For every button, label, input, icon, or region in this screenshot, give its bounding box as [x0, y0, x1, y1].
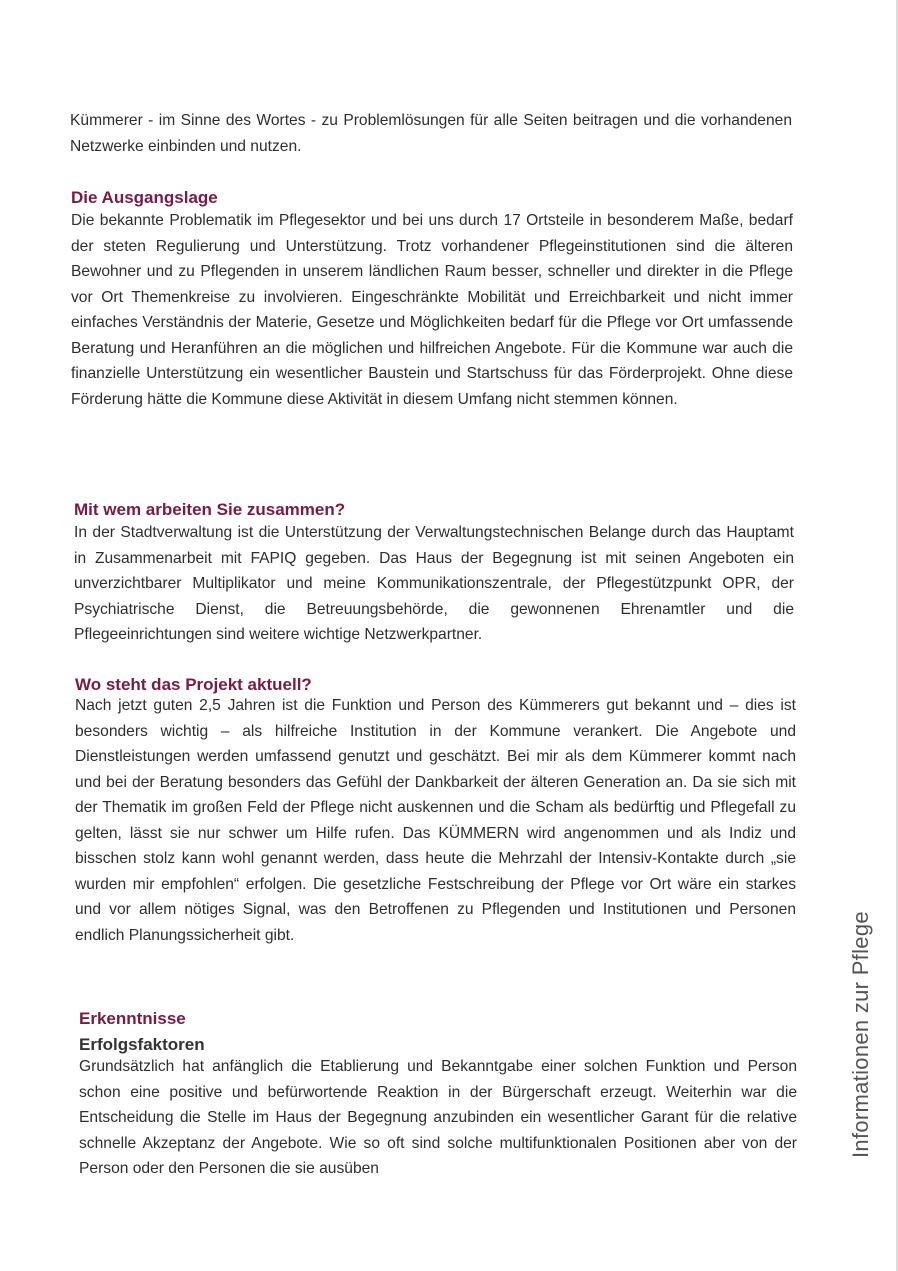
paragraph-erfolgsfaktoren: Grundsätzlich hat anfänglich die Etablierung und Bekanntgabe einer solchen Funktion und Person schon eine positive und befürwortende Reaktion in der Bürgerschaft erzeugt. Weiterhin war die Entscheidung die Stelle im Haus der Begegnung anzubinden ein wesentlicher Garant für die relative schnelle Akzeptanz der Angebote. Wie so oft sind solche multifunktionalen Positionen aber von der Person oder den Personen die sie ausüben — [79, 1058, 797, 1177]
paragraph-zusammenarbeit: In der Stadtverwaltung ist die Unterstützung der Verwaltungstechnischen Belange durch das Hauptamt in Zusammenarbeit mit FAPIQ gegeben. Das Haus der Begegnung ist mit seinen Angeboten ein unverzichtbarer Multiplikator und meine Kommunikationszentrale, der Pflegestützpunkt OPR, der Psychiatrische Dienst, die Betreuungsbehörde, die gewonnenen Ehrenamtler und die Pflegeeinrichtungen sind weitere wichtige Netzwerkpartner. — [74, 524, 794, 643]
heading-ausgangslage: Die Ausgangslage — [71, 188, 218, 207]
heading-zusammenarbeit: Mit wem arbeiten Sie zusammen? — [74, 500, 346, 519]
heading-aktuell: Wo steht das Projekt aktuell? — [75, 675, 312, 694]
heading-erkenntnisse: Erkenntnisse — [79, 1009, 186, 1028]
side-label: Informationen zur Pflege — [848, 911, 873, 1158]
subheading-erfolgsfaktoren: Erfolgsfaktoren — [79, 1035, 205, 1054]
intro-paragraph: Kümmerer - im Sinne des Wortes - zu Problemlösungen für alle Seiten beitragen und die vorhandenen Netzwerke einbinden und nutzen. — [70, 112, 792, 155]
paragraph-ausgangslage: Die bekannte Problematik im Pflegesektor und bei uns durch 17 Ortsteile in besonderem Maße, bedarf der steten Regulierung und Unterstützung. Trotz vorhandener Pflegeinstitutionen sind die älteren Bewohner und zu Pflegenden in unserem ländlichen Raum besser, schneller und direkter in die Pflege vor Ort Themenkreise zu involvieren. Eingeschränkte Mobilität und Erreichbarkeit und nicht immer einfaches Verständnis der Materie, Gesetze und Möglichkeiten bedarf für die Pflege vor Ort umfassende Beratung und Heranführen an die möglichen und hilfreichen Angebote. Für die Kommune war auch die finanzielle Unterstützung ein wesentlicher Baustein und Startschuss für das Förderprojekt. Ohne diese Förderung hätte die Kommune diese Aktivität in diesem Umfang nicht stemmen können. — [71, 212, 793, 408]
paragraph-aktuell: Nach jetzt guten 2,5 Jahren ist die Funktion und Person des Kümmerers gut bekannt und – dies ist besonders wichtig – als hilfreiche Institution in der Kommune verankert. Die Angebote und Dienstleistungen werden umfassend genutzt und geschätzt. Bei mir als dem Kümmerer kommt nach und bei der Beratung besonders das Gefühl der Dankbarkeit der älteren Generation an. Da sie sich mit der Thematik im großen Feld der Pflege nicht auskennen und die Scham als bedürftig und Pflegefall zu gelten, lässt sie nur schwer um Hilfe rufen. Das KÜMMERN wird angenommen und als Indiz und bisschen stolz kann wohl genannt werden, dass heute die Mehrzahl der Intensiv-Kontakte durch „sie wurden mir empfohlen“ erfolgen. Die gesetzliche Festschreibung der Pflege vor Ort wäre ein starkes und vor allem nötiges Signal, was den Betroffenen zu Pflegenden und Institutionen und Personen endlich Planungssicherheit gibt. — [75, 697, 796, 944]
